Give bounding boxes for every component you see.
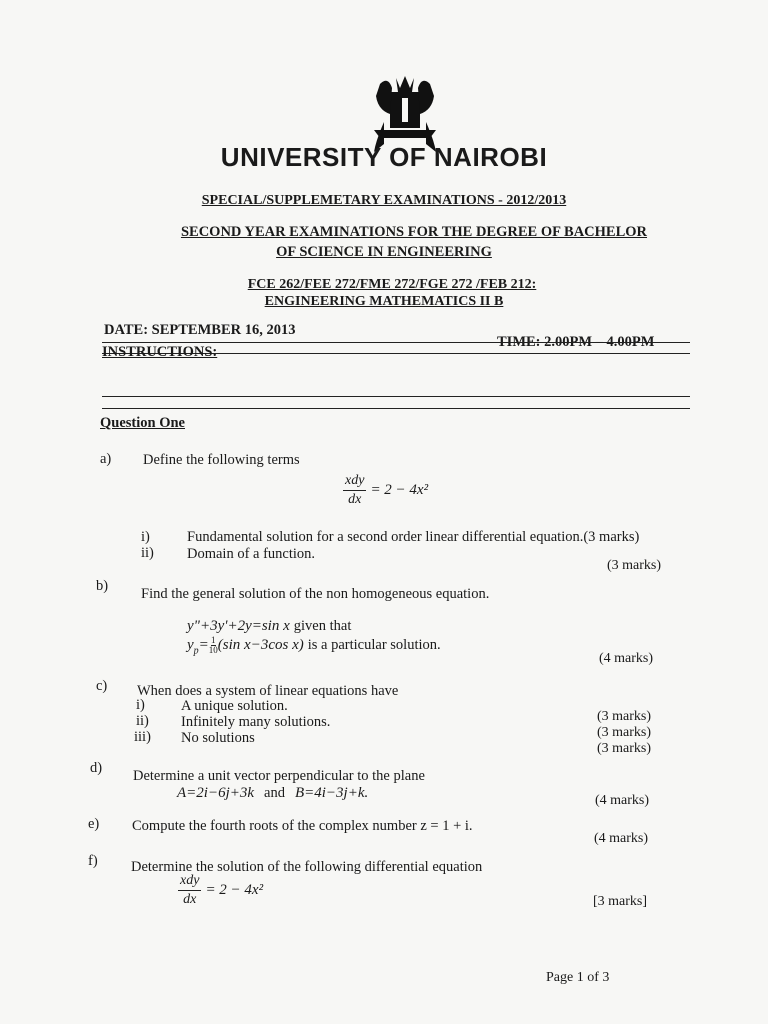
part-c-label: c) — [96, 678, 108, 694]
part-a-item-2-marks: (3 marks) — [607, 558, 662, 573]
exam-date: DATE: SEPTEMBER 16, 2013 — [104, 322, 296, 338]
part-b-eq1-tail: given that — [293, 618, 352, 634]
part-c-item-3-marks: (3 marks) — [597, 741, 652, 756]
question-title: Question One — [100, 415, 185, 431]
part-f-equation — [178, 872, 263, 909]
degree-line-1: SECOND YEAR EXAMINATIONS FOR THE DEGREE OF BACHELOR — [180, 224, 648, 240]
part-c-item-3-text: No solutions — [181, 730, 255, 746]
part-f-text: Determine the solution of the following differential equation — [131, 859, 483, 875]
header-rule-1 — [102, 342, 690, 343]
part-c-item-1-marks: (3 marks) — [597, 709, 652, 724]
part-a-item-1-label: i) — [141, 529, 150, 545]
part-b-marks: (4 marks) — [599, 651, 654, 666]
course-codes: FCE 262/FEE 272/FME 272/FGE 272 /FEB 212: — [247, 277, 537, 292]
part-d-equation — [177, 784, 368, 802]
part-c-text: When does a system of linear equations have — [137, 683, 399, 699]
part-b-label: b) — [96, 578, 109, 594]
header-rule-4 — [102, 408, 690, 409]
part-a-item-2-label: ii) — [141, 545, 154, 561]
part-a-eq-num: xdy — [343, 472, 366, 491]
part-f-marks: [3 marks] — [593, 894, 648, 909]
page-number: Page 1 of 3 — [546, 970, 610, 985]
part-c-item-2-label: ii) — [136, 713, 149, 729]
part-d-eq-a: A=2i−6j+3k — [177, 785, 255, 801]
part-c-item-2-marks: (3 marks) — [597, 725, 652, 740]
part-d-text: Determine a unit vector perpendicular to the plane — [133, 768, 425, 784]
part-b-eq2-frac-num: 1 — [211, 635, 216, 645]
course-title: ENGINEERING MATHEMATICS II B — [264, 294, 504, 309]
part-d-eq-and: and — [264, 785, 285, 801]
exam-type: SPECIAL/SUPPLEMETARY EXAMINATIONS - 2012/2013 — [201, 193, 567, 208]
part-b-eq2-lhs: y — [187, 637, 194, 654]
part-f-label: f) — [88, 853, 98, 869]
part-f-eq-den: dx — [183, 892, 197, 907]
part-e-marks: (4 marks) — [594, 831, 649, 846]
part-d-eq-b: B=4i−3j+k. — [294, 785, 369, 801]
part-d-label: d) — [90, 760, 103, 776]
part-b-eq2-tail: is a particular solution. — [307, 637, 441, 654]
part-c-item-3-label: iii) — [134, 729, 151, 745]
university-name: UNIVERSITY OF NAIROBI — [220, 142, 548, 172]
part-d-marks: (4 marks) — [595, 793, 650, 808]
part-f-eq-num: xdy — [178, 872, 201, 891]
part-b-eq2-rhs: (sin x−3cos x) — [217, 637, 304, 654]
part-b-eq1 — [187, 617, 351, 635]
part-a-eq-rhs: = 2 − 4x² — [370, 482, 429, 499]
part-c-item-1-text: A unique solution. — [181, 698, 288, 714]
part-f-eq-rhs: = 2 − 4x² — [205, 882, 264, 899]
part-b-eq1-expr: y"+3y'+2y=sin x — [187, 618, 290, 634]
header-rule-3 — [102, 396, 690, 397]
part-a-item-1-text: Fundamental solution for a second order linear differential equation.(3 marks) — [187, 529, 640, 545]
part-b-eq2: $y_p=$ $\frac{1}{10}$ (sin x−3cos x) is a particular solution. — [187, 635, 441, 657]
degree-line-2: OF SCIENCE IN ENGINEERING — [276, 244, 492, 260]
exam-time: TIME: 2.00PM – 4.00PM — [497, 334, 655, 350]
part-a-equation — [343, 472, 428, 509]
part-b-eq2-frac-den: 10 — [208, 645, 218, 655]
part-e-label: e) — [88, 816, 100, 832]
part-e-text: Compute the fourth roots of the complex number z = 1 + i. — [132, 818, 473, 834]
part-a-item-2-text: Domain of a function. — [187, 546, 316, 562]
instructions-label: INSTRUCTIONS: — [102, 344, 218, 360]
part-c-item-1-label: i) — [136, 697, 145, 713]
part-a-label: a) — [100, 451, 112, 467]
part-a-text: Define the following terms — [143, 452, 300, 468]
part-a-eq-den: dx — [348, 492, 362, 507]
part-b-text: Find the general solution of the non homogeneous equation. — [141, 586, 490, 602]
part-c-item-2-text: Infinitely many solutions. — [181, 714, 331, 730]
part-b-eq2-sub: p — [193, 645, 199, 657]
